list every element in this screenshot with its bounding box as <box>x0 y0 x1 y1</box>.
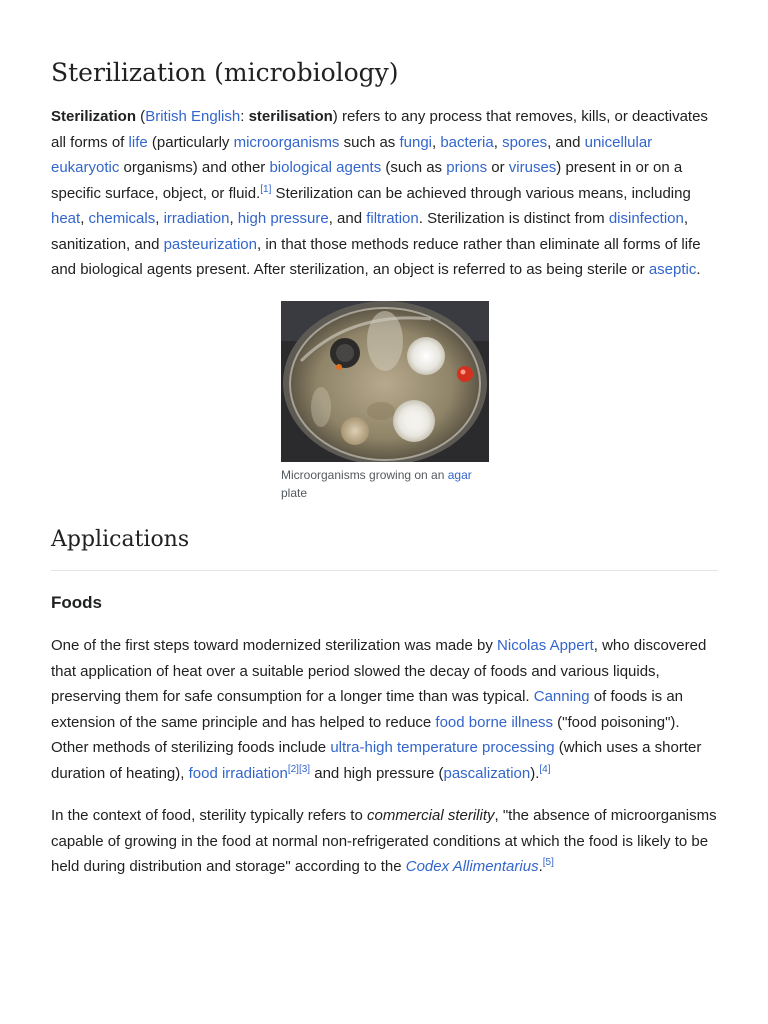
link-heat[interactable]: heat <box>51 210 81 227</box>
text: : <box>240 108 249 125</box>
link-microorganisms[interactable]: microorganisms <box>233 133 340 151</box>
reference-2[interactable]: [2] <box>287 763 299 775</box>
link-filtration[interactable]: filtration <box>366 210 419 227</box>
reference-4[interactable]: [4] <box>539 763 551 775</box>
text: , who discovered that application of heat over a suitable period slowed the decay of foods and various liquids, preserving them for safe consumption for a longer time than was typical. <box>51 637 707 705</box>
link-high-pressure[interactable]: high pressure <box>237 210 329 227</box>
alt-term-bold: sterilisation <box>248 108 333 125</box>
text: . <box>696 261 701 278</box>
intro-paragraph <box>51 104 718 283</box>
reference-3[interactable]: [3] <box>298 763 311 775</box>
text: , <box>155 210 164 227</box>
link-food-irradiation[interactable]: food irradiation <box>188 764 288 782</box>
text: organisms) and other <box>119 159 270 176</box>
agar-plate-image[interactable] <box>281 301 489 462</box>
reference-1[interactable]: [1] <box>260 183 272 195</box>
text: plate <box>281 486 308 500</box>
link-agar[interactable]: agar <box>447 468 472 482</box>
text: ). <box>530 764 540 782</box>
link-british-english[interactable]: British English <box>145 108 241 125</box>
link-chemicals[interactable]: chemicals <box>88 210 156 227</box>
link-food-borne-illness[interactable]: food borne illness <box>435 713 553 731</box>
text: ) present in or on a specific surface, object, or fluid. <box>51 159 683 202</box>
text: or <box>487 159 509 176</box>
link-prions[interactable]: prions <box>446 159 488 176</box>
text: of foods is an extension of the same principle and has helped to reduce <box>51 688 684 731</box>
reference-5[interactable]: [5] <box>542 857 554 868</box>
section-divider <box>51 570 718 571</box>
text: , <box>432 133 441 151</box>
text: , and <box>328 210 367 227</box>
text: , <box>80 210 89 227</box>
subsection-heading-foods: Foods <box>51 593 102 612</box>
text: (such as <box>381 159 447 176</box>
link-viruses[interactable]: viruses <box>508 159 557 176</box>
link-aseptic[interactable]: aseptic <box>648 261 697 278</box>
link-life[interactable]: life <box>128 133 148 151</box>
text: , <box>229 210 238 227</box>
text: ( <box>136 108 146 125</box>
link-canning[interactable]: Canning <box>533 688 590 705</box>
link-biological-agents[interactable]: biological agents <box>269 159 382 176</box>
text: One of the first steps toward modernized sterilization was made by <box>51 637 498 654</box>
page-title: Sterilization (microbiology) <box>51 58 399 87</box>
text: . <box>538 858 543 875</box>
text: (particularly <box>147 133 234 151</box>
link-fungi[interactable]: fungi <box>399 133 432 151</box>
text: (which uses a shorter duration of heating), <box>51 739 702 782</box>
text: , in that those methods reduce rather than eliminate all forms of life and biological agents present. After sterilization, an object is referred to as being sterile or <box>51 235 701 278</box>
text: , "the absence of microorganisms capable of growing in the food at normal non-refrigerated conditions at which the food is likely to be held during distribution and storage" according to the <box>51 807 717 875</box>
italic-commercial-sterility: commercial sterility <box>366 807 495 824</box>
foods-paragraph-2 <box>51 803 718 880</box>
text: Sterilization can be achieved through various means, including <box>271 184 691 202</box>
text: , sanitization, and <box>51 210 689 253</box>
text: Microorganisms growing on an <box>281 468 448 482</box>
figure-agar-plate <box>281 301 489 502</box>
text: , <box>493 133 503 151</box>
italic-codex: Codex Allimentarius <box>405 858 539 875</box>
link-spores[interactable]: spores <box>502 133 548 151</box>
link-bacteria[interactable]: bacteria <box>440 133 494 151</box>
link-codex-allimentarius[interactable] <box>406 858 539 875</box>
text: . Sterilization is distinct from <box>418 210 609 227</box>
link-uht-processing[interactable]: ultra-high temperature processing <box>330 739 555 756</box>
text: ("food poisoning"). Other methods of sterilizing foods include <box>51 713 680 756</box>
figure-caption <box>281 466 489 502</box>
text: and high pressure ( <box>310 764 444 782</box>
term-bold: Sterilization <box>51 108 137 125</box>
link-pascalization[interactable]: pascalization <box>443 764 531 782</box>
text: such as <box>339 133 400 151</box>
link-unicellular-eukaryotic[interactable]: unicellular eukaryotic <box>51 133 653 176</box>
link-nicolas-appert[interactable]: Nicolas Appert <box>497 637 594 654</box>
link-disinfection[interactable]: disinfection <box>608 210 684 227</box>
link-irradiation[interactable]: irradiation <box>163 210 230 227</box>
link-pasteurization[interactable]: pasteurization <box>163 235 257 253</box>
text: ) refers to any process that removes, kills, or deactivates all forms of <box>51 108 708 151</box>
foods-paragraph-1 <box>51 633 718 786</box>
section-heading-applications: Applications <box>51 527 190 552</box>
text: , and <box>547 133 585 151</box>
text: In the context of food, sterility typically refers to <box>51 807 367 824</box>
